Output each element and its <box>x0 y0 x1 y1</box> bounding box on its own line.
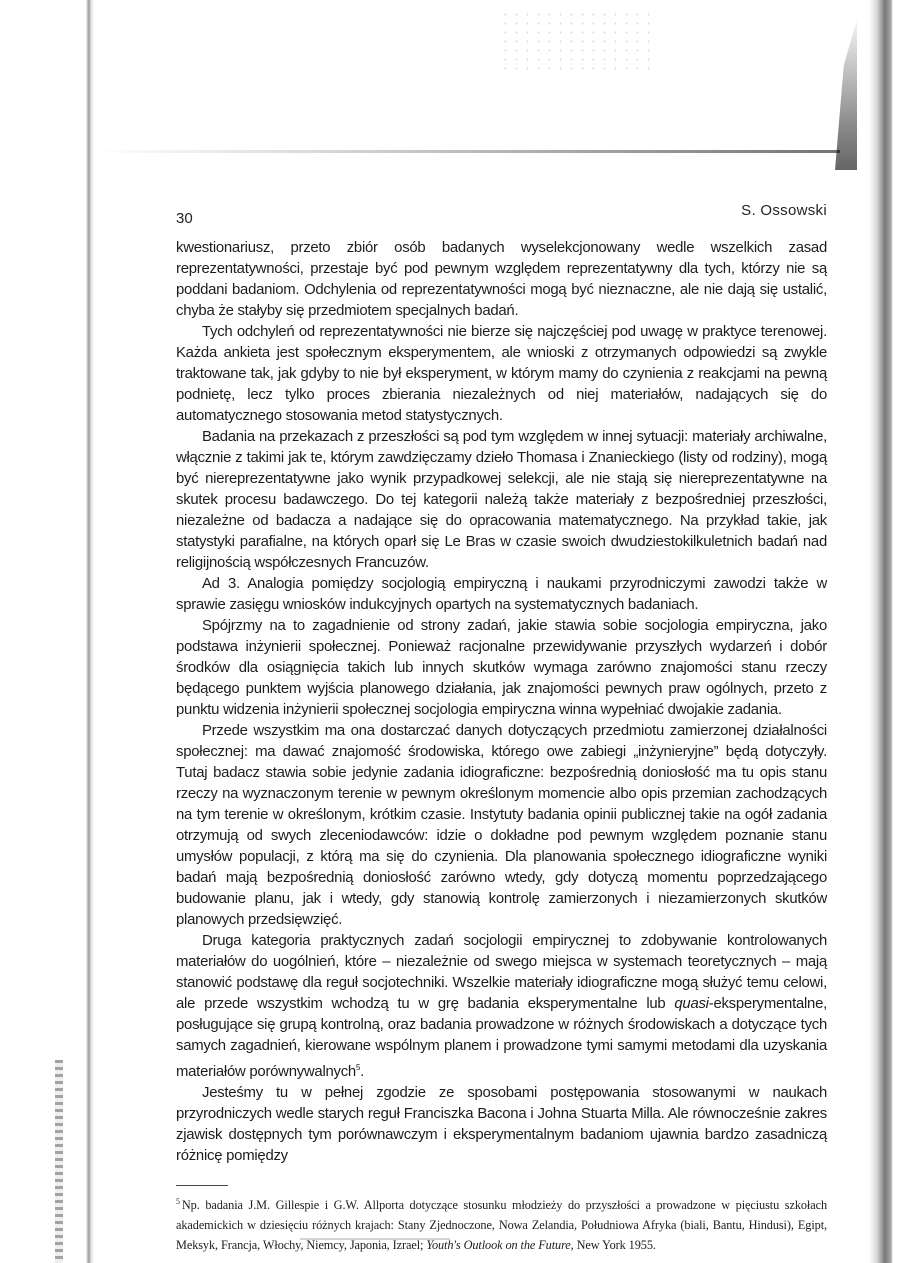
paragraph-1: kwestionariusz, przeto zbiór osób badanych wyselekcjonowany wedle wszelkich zasad reprezentatywności, przestaje być pod pewnym względem reprezentatywny dla tych, którzy nie są poddani badaniom. Odchylenia od reprezentatywności mogą być nieznaczne, ale nie dają się ustalić, chyba że stałyby się przedmiotem specjalnych badań. <box>176 240 827 319</box>
scan-left-edge <box>0 0 100 1263</box>
page-number: 30 <box>176 210 193 227</box>
paragraph-6: Przede wszystkim ma ona dostarczać danych dotyczących przedmiotu zamierzonej działalności społecznej: ma dawać znajomość środowiska, którego owe zabiegi „inżynieryjne” będą dotyczyły. Tutaj badacz stawia sobie jedynie zadania idiograficzne: bezpośrednią doniosłość ma tu opis stanu rzeczy na wyznaczonym terenie w pewnym określonym momencie albo opis przemian zachodzących na tym terenie w określonym, krótkim czasie. Instytuty badania opinii publicznej takie na ogół zadania otrzymują od swych zleceniodawców: idzie o dokładne pod pewnym względem poznanie stanu umysłów populacji, z którą ma się do czynienia. Dla planowania społecznego idiograficzne wyniki badań mają bezpośrednią doniosłość zarówno wtedy, gdy dotyczą momentu poprzedzającego budowanie planu, jak i wtedy, gdy stanowią kontrolę zamierzonych i niezamierzonych skutków planowych przedsięwzięć. <box>176 723 827 928</box>
footnote-marker: 5 <box>176 1196 180 1206</box>
page-header <box>176 202 827 226</box>
running-head-author: S. Ossowski <box>741 202 827 219</box>
book-page <box>176 202 827 1255</box>
paragraph-7-rest: -eksperymentalne, posługujące się grupą kontrolną, oraz badania prowadzone w różnych środowiskach a dotyczące tych samych zagadnień, kierowane wspólnym planem i prowadzone tymi samymi metodami dla uzyskania materiałów porównywalnych <box>176 996 827 1080</box>
paragraph-4: Ad 3. Analogia pomiędzy socjologią empiryczną i naukami przyrodniczymi zawodzi także w sprawie zasięgu wniosków indukcyjnych opartych na systematycznych badaniach. <box>176 576 827 613</box>
scan-left-binding-marks <box>55 1060 63 1263</box>
scan-right-edge <box>839 0 899 1263</box>
footnote-divider <box>176 1185 228 1186</box>
footnote-text: Np. badania J.M. Gillespie i G.W. Allporta dotyczące stosunku młodzieży do przyszłości a prowadzone w pięciustu szkołach akademickich w dziesięciu różnych krajach: Stany Zjednoczone, Nowa Zelandia, Południowa Afryka (biali, Bantu, Hindusi), Egipt, Meksyk, Francja, Włochy, Niemcy, Japonia, Izrael; <box>176 1198 827 1253</box>
paragraph-8: Jesteśmy tu w pełnej zgodzie ze sposobami postępowania stosowanymi w naukach przyrodniczych wedle starych reguł Franciszka Bacona i Johna Stuarta Milla. Ale równocześnie zakres zjawisk dostępnych tym porównawczym i eksperymentalnym badaniom ujawnia bardzo zasadniczą różnicę pomiędzy <box>176 1084 827 1164</box>
footnote-reference: 5 <box>355 1063 361 1072</box>
scan-top-line <box>95 150 840 153</box>
footnote-title: Youth's Outlook on the Future <box>426 1238 571 1253</box>
scan-speckle <box>500 10 650 70</box>
paragraph-3: Badania na przekazach z przeszłości są pod tym względem w innej sytuacji: materiały archiwalne, włącznie z takimi jak te, którym zawdzięczamy dzieło Thomasa i Znanieckiego (listy od rodziny), mogą być niereprezentatywne jako wynik przypadkowej selekcji, ale nie stają się niereprezentatywne na skutek procesu badawczego. Do tej kategorii należą także materiały z bezpośredniej przeszłości, niezależne od badacza a nadające się do opracowania matematycznego. Na przykład takie, jak statystyki parafialne, na których oparł się Le Bras w czasie swoich dwudziestokilkuletnich badań nad religijnością współczesnych Francuzów. <box>176 429 827 571</box>
paragraph-7-italic: quasi <box>674 996 709 1012</box>
paragraph-2: Tych odchyleń od reprezentatywności nie bierze się najczęściej pod uwagę w praktyce terenowej. Każda ankieta jest społecznym eksperymentem, ale wnioski z otrzymanych odpowiedzi są zwykle traktowane tak, jak gdyby to nie był eksperyment, w którym mamy do czynienia z reakcjami na pewną podnietę, lecz tylko proces zbierania niezależnych od niej materiałów, nadających się do automatycznego stosowania metod statystycznych. <box>176 324 827 424</box>
body-text <box>176 238 827 1167</box>
footnote <box>176 1192 827 1255</box>
paragraph-5: Spójrzmy na to zagadnienie od strony zadań, jakie stawia sobie socjologia empiryczna, jako podstawa inżynierii społecznej. Ponieważ racjonalne przewidywanie przyszłych wydarzeń i dobór środków dla osiągnięcia takich lub innych skutków wymaga zarówno znajomości stanu rzeczy będącego punktem wyjścia planowego działania, jak znajomości pewnych praw ogólnych, przeto z punktu widzenia inżynierii społecznej socjologia empiryczna winna wypełniać dwojakie zadania. <box>176 618 827 718</box>
paragraph-7-ending: . <box>360 1063 365 1080</box>
paragraph-7-text: Druga kategoria praktycznych zadań socjologii empirycznej to zdobywanie kontrolowanych materiałów do uogólnień, które – niezależnie od swego miejsca w systemach teoretycznych – mają stanowić podstawę dla reguł socjotechniki. Wszelkie materiały idiograficzne mogą służyć temu celowi, ale przede wszystkim wchodzą tu w grę badania eksperymentalne lub <box>176 933 827 1012</box>
paragraph-7 <box>176 931 827 1083</box>
footnote-tail: , New York 1955. <box>570 1238 656 1253</box>
